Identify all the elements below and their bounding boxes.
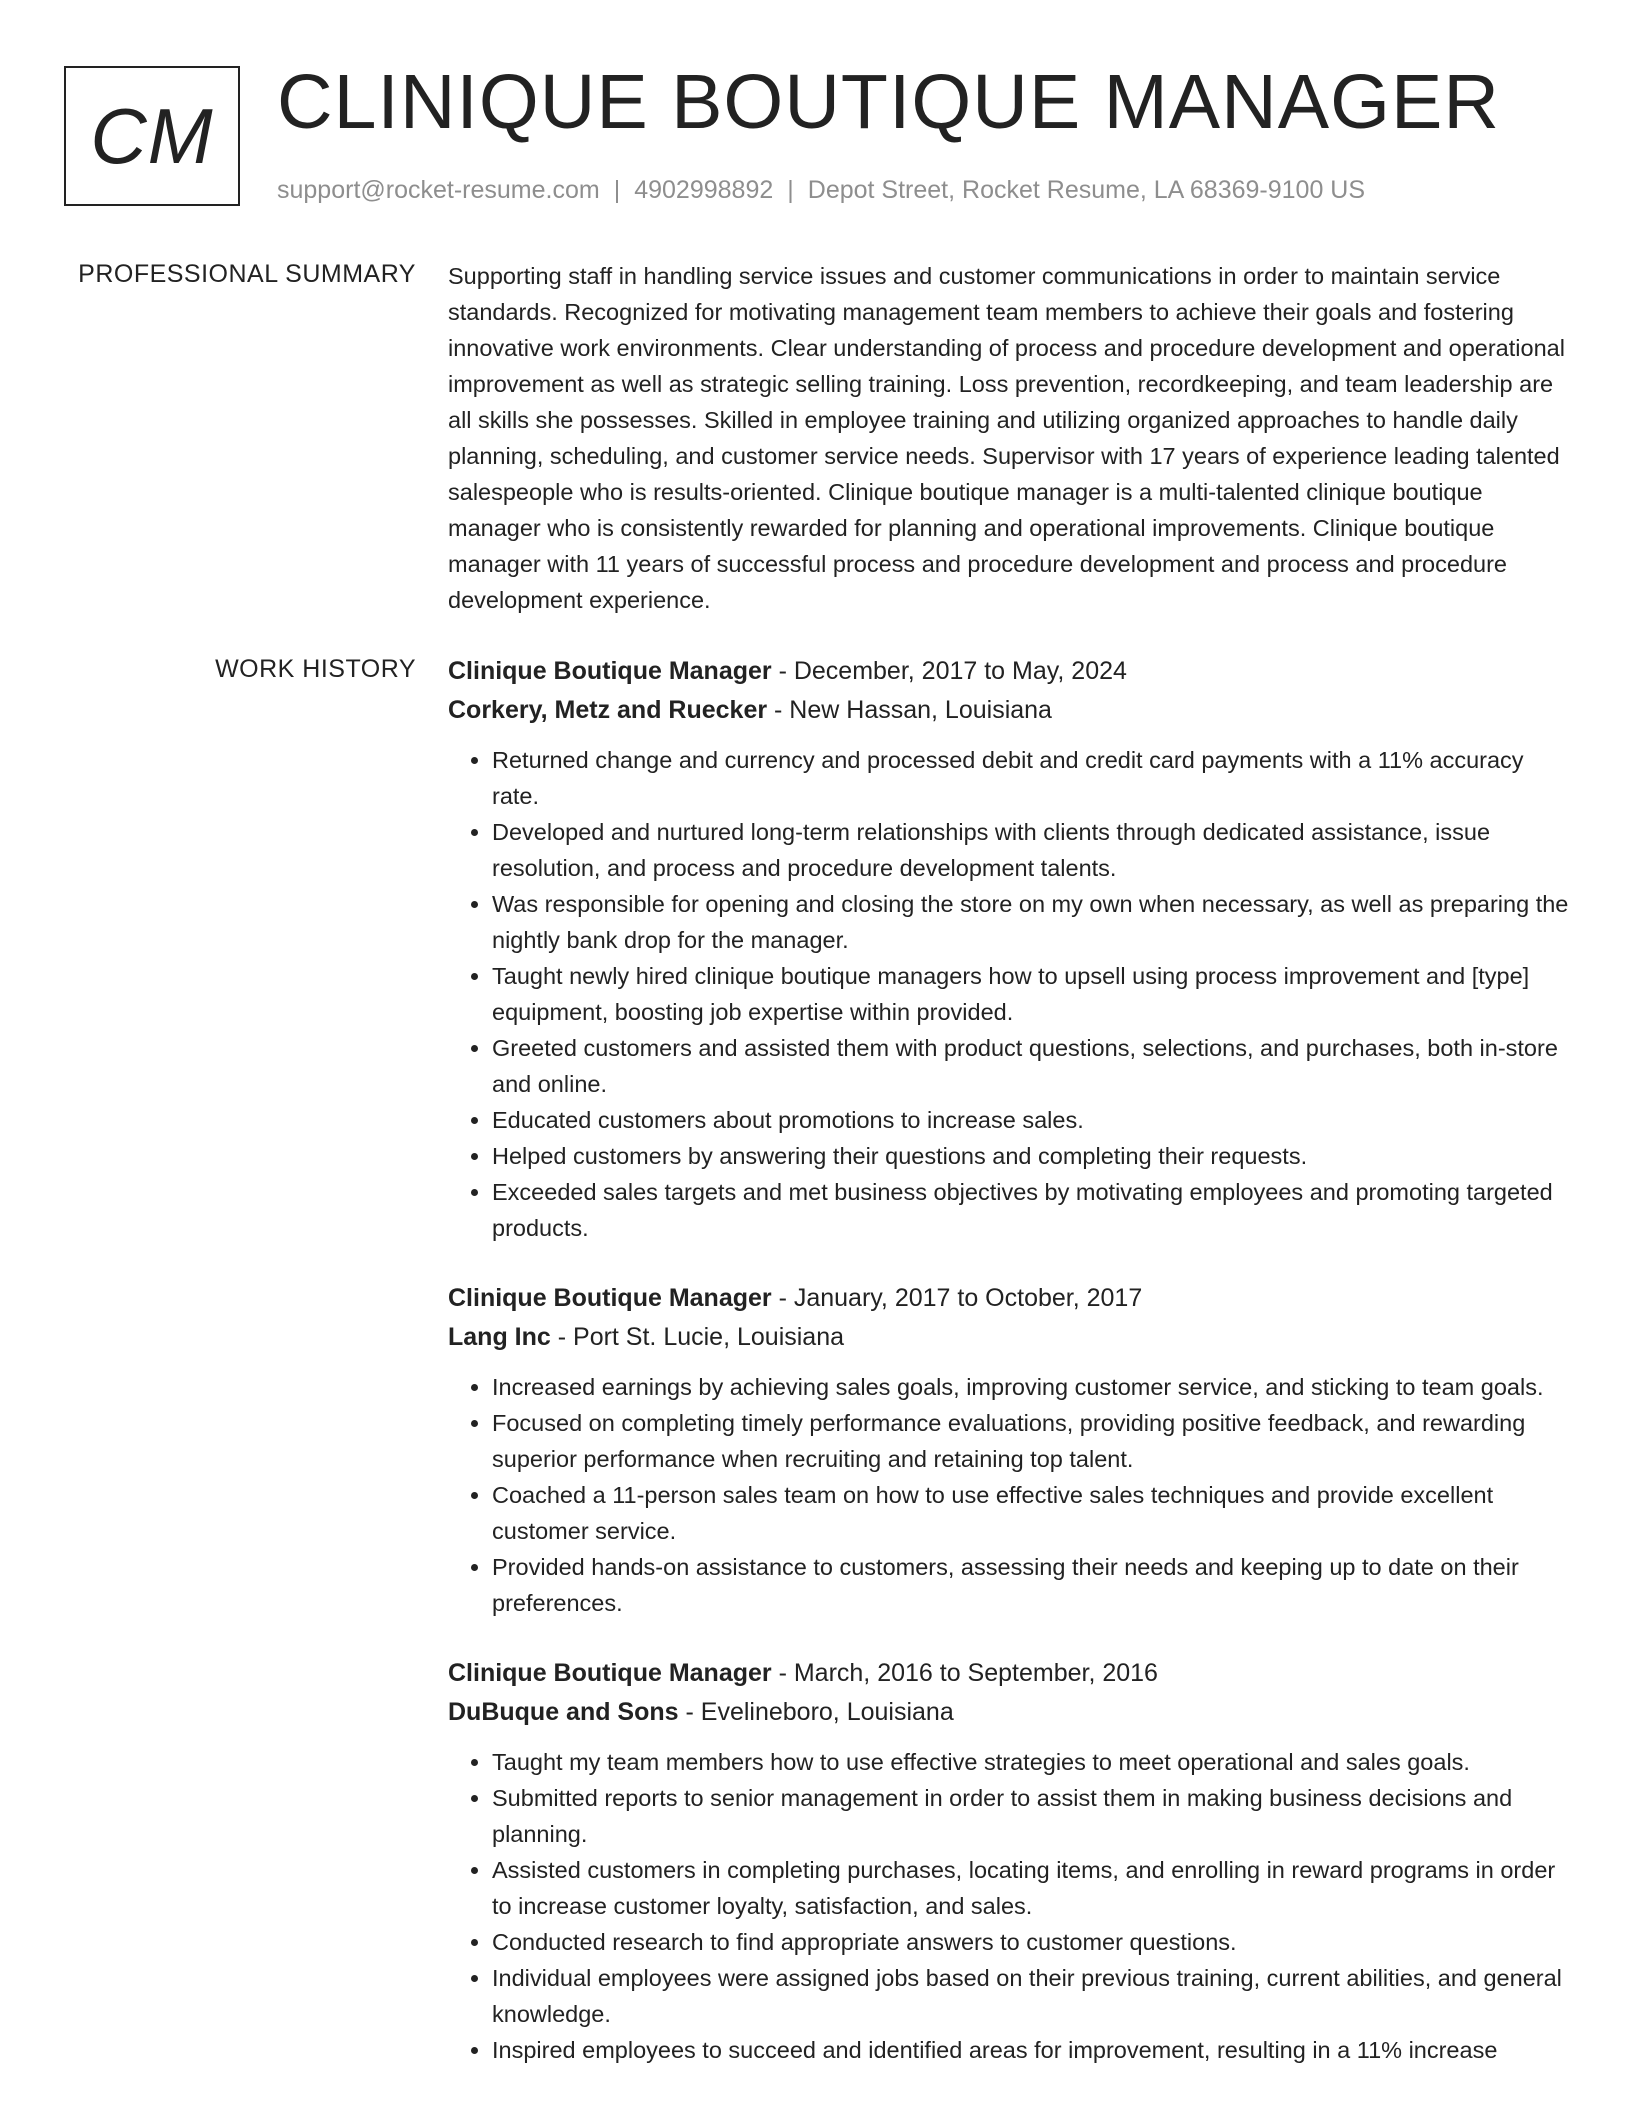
job-bullet: • Assisted customers in completing purchases, locating items, and enrolling in reward programs in order to increase customer loyalty, satisfaction, and sales. <box>492 1852 1570 1924</box>
summary-body <box>448 258 1570 618</box>
job-location: - New Hassan, Louisiana <box>767 696 1052 724</box>
job-bullet: • Exceeded sales targets and met business objectives by motivating employees and promoting targeted products. <box>492 1174 1570 1246</box>
job-entry <box>448 1654 1570 2068</box>
job-dates: - March, 2016 to September, 2016 <box>771 1659 1158 1687</box>
monogram-logo: CM <box>64 66 240 206</box>
job-title-line <box>448 1279 1570 1318</box>
job-entry <box>448 1279 1570 1621</box>
summary-heading: PROFESSIONAL SUMMARY <box>78 260 416 288</box>
job-bullet: • Was responsible for opening and closing the store on my own when necessary, as well as preparing the nightly bank drop for the manager. <box>492 886 1570 958</box>
work-history-heading: WORK HISTORY <box>215 655 416 683</box>
job-bullet: • Returned change and currency and processed debit and credit card payments with a 11% accuracy rate. <box>492 742 1570 814</box>
contact-phone: 4902998892 <box>634 176 774 204</box>
resume-title: CLINIQUE BOUTIQUE MANAGER <box>277 59 1500 145</box>
job-company-line <box>448 1318 1570 1357</box>
job-bullet: • Increased earnings by achieving sales goals, improving customer service, and sticking to team goals. <box>492 1369 1570 1405</box>
contact-email: support@rocket-resume.com <box>277 176 600 204</box>
job-title-line <box>448 1654 1570 1693</box>
job-list <box>448 652 1570 2101</box>
job-dates: - December, 2017 to May, 2024 <box>771 657 1127 685</box>
job-title: Clinique Boutique Manager <box>448 1284 772 1312</box>
job-bullet: • Submitted reports to senior management in order to assist them in making business decisions and planning. <box>492 1780 1570 1852</box>
resume-header <box>64 59 1568 216</box>
job-company: DuBuque and Sons <box>448 1698 679 1726</box>
job-location: - Port St. Lucie, Louisiana <box>550 1323 845 1351</box>
job-company-line <box>448 1693 1570 1732</box>
contact-line <box>277 176 1365 205</box>
job-bullet: • Coached a 11-person sales team on how to use effective sales techniques and provide excellent customer service. <box>492 1477 1570 1549</box>
job-bullet-list <box>448 1369 1570 1621</box>
job-bullet: • Inspired employees to succeed and identified areas for improvement, resulting in a 11% increase <box>492 2032 1570 2068</box>
job-bullet-list <box>448 742 1570 1246</box>
job-bullet: • Focused on completing timely performance evaluations, providing positive feedback, and rewarding superior performance when recruiting and retaining top talent. <box>492 1405 1570 1477</box>
summary-text: Supporting staff in handling service issues and customer communications in order to maintain service standards. Recognized for motivating management team members to achieve their goals and fostering innovative work environments. Clear understanding of process and procedure development and operational improvement as well as strategic selling training. Loss prevention, recordkeeping, and team leadership are all skills she possesses. Skilled in employee training and utilizing organized approaches to handle daily planning, scheduling, and customer service needs. Supervisor with 17 years of experience leading talented salespeople who is results-oriented. Clinique boutique manager is a multi-talented clinique boutique manager who is consistently rewarded for planning and operational improvements. Clinique boutique manager with 11 years of successful process and procedure development and process and procedure development experience. <box>448 263 1565 613</box>
job-title: Clinique Boutique Manager <box>448 1659 772 1687</box>
job-bullet: • Greeted customers and assisted them with product questions, selections, and purchases, both in-store and online. <box>492 1030 1570 1102</box>
job-entry <box>448 652 1570 1246</box>
job-location: - Evelineboro, Louisiana <box>678 1698 954 1726</box>
job-bullet: • Helped customers by answering their questions and completing their requests. <box>492 1138 1570 1174</box>
job-bullet: • Taught my team members how to use effective strategies to meet operational and sales goals. <box>492 1744 1570 1780</box>
job-company: Corkery, Metz and Ruecker <box>448 696 768 724</box>
job-title-line <box>448 652 1570 691</box>
contact-address: Depot Street, Rocket Resume, LA 68369-9100 US <box>807 176 1366 204</box>
job-bullet-list <box>448 1744 1570 2068</box>
job-title: Clinique Boutique Manager <box>448 657 772 685</box>
contact-separator: | <box>787 176 794 204</box>
job-company-line <box>448 691 1570 730</box>
job-bullet: • Developed and nurtured long-term relationships with clients through dedicated assistance, issue resolution, and process and procedure development talents. <box>492 814 1570 886</box>
job-bullet: • Provided hands-on assistance to customers, assessing their needs and keeping up to date on their preferences. <box>492 1549 1570 1621</box>
job-company: Lang Inc <box>448 1323 551 1351</box>
job-bullet: • Conducted research to find appropriate answers to customer questions. <box>492 1924 1570 1960</box>
job-bullet: • Educated customers about promotions to increase sales. <box>492 1102 1570 1138</box>
job-dates: - January, 2017 to October, 2017 <box>771 1284 1143 1312</box>
job-bullet: • Individual employees were assigned jobs based on their previous training, current abilities, and general knowledge. <box>492 1960 1570 2032</box>
job-bullet: • Taught newly hired clinique boutique managers how to upsell using process improvement and [type] equipment, boosting job expertise within provided. <box>492 958 1570 1030</box>
contact-separator: | <box>613 176 621 204</box>
